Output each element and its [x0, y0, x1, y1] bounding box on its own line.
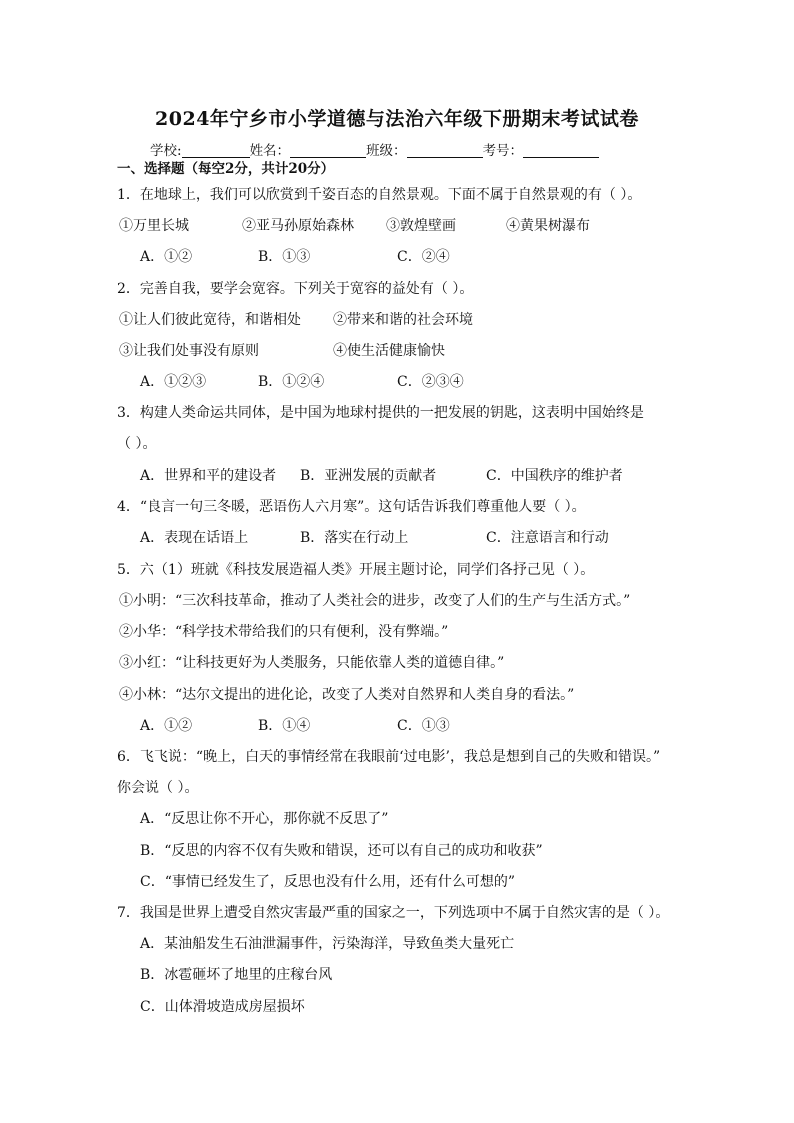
answer-option[interactable]: C．“事情已经发生了，反思也没有什么用，还有什么可想的”	[140, 874, 516, 890]
answer-option[interactable]: C．①③	[397, 718, 450, 734]
question-stem: 1．在地球上，我们可以欣赏到千姿百态的自然景观。下面不属于自然景观的有（ ）。	[117, 187, 642, 203]
statement-item: ①小明：“三次科技革命，推动了人类社会的进步，改变了人们的生产与生活方式。”	[119, 593, 631, 609]
answer-option[interactable]: A．表现在话语上	[140, 530, 249, 546]
school-blank[interactable]	[182, 143, 250, 158]
statement-item: ③小红：“让科技更好为人类服务，只能依靠人类的道德自律。”	[119, 655, 505, 671]
answer-option[interactable]: C．②④	[397, 249, 450, 265]
answer-option[interactable]: B．冰雹砸坏了地里的庄稼台风	[140, 967, 333, 983]
class-blank[interactable]	[407, 143, 483, 158]
class-label: 班级：	[366, 143, 407, 159]
statement-item: ③让我们处事没有原则	[119, 343, 259, 359]
name-label: 姓名：	[249, 143, 291, 159]
statement-item: ①让人们彼此宽待，和谐相处	[119, 312, 301, 328]
statement-item: ②亚马孙原始森林	[242, 218, 354, 234]
question-stem: 3．构建人类命运共同体，是中国为地球村提供的一把发展的钥匙，这表明中国始终是	[117, 405, 644, 421]
name-blank[interactable]	[290, 143, 366, 158]
answer-option[interactable]: A．①②	[140, 249, 193, 265]
statement-item: ④黄果树瀑布	[506, 218, 590, 234]
statement-item: ②带来和谐的社会环境	[333, 312, 473, 328]
statement-item: ④使生活健康愉快	[333, 343, 445, 359]
question-stem: 6．飞飞说：“晚上，白天的事情经常在我眼前‘过电影’，我总是想到自己的失败和错误。”	[117, 749, 661, 765]
answer-option[interactable]: C．山体滑坡造成房屋损坏	[140, 999, 305, 1015]
statement-item: ②小华：“科学技术带给我们的只有便利，没有弊端。”	[119, 624, 449, 640]
section-heading: 一、选择题（每空2分，共计20分）	[117, 161, 335, 177]
answer-option[interactable]: A．世界和平的建设者	[140, 468, 277, 484]
exam-title: 2024年宁乡市小学道德与法治六年级下册期末考试试卷	[155, 108, 639, 130]
answer-option[interactable]: A．①②	[140, 718, 193, 734]
question-stem-continued: （ ）。	[117, 436, 157, 452]
question-stem-continued: 你会说（ ）。	[117, 780, 199, 796]
question-stem: 7．我国是世界上遭受自然灾害最严重的国家之一，下列选项中不属于自然灾害的是（ ）。	[117, 905, 670, 921]
exam-no-blank[interactable]	[523, 143, 599, 158]
statement-item: ①万里长城	[119, 218, 189, 234]
question-stem: 5．六（1）班就《科技发展造福人类》开展主题讨论，同学们各抒己见（ ）。	[117, 562, 595, 578]
answer-option[interactable]: A．某油船发生石油泄漏事件，污染海洋，导致鱼类大量死亡	[140, 936, 515, 952]
answer-option[interactable]: A．①②③	[140, 374, 207, 390]
student-info-line	[150, 139, 599, 159]
school-label: 学校:	[150, 143, 182, 159]
answer-option[interactable]: B．亚洲发展的贡献者	[300, 468, 437, 484]
exam-no-label: 考号：	[482, 143, 524, 159]
question-stem: 4．“良言一句三冬暖，恶语伤人六月寒”。这句话告诉我们尊重他人要（ ）。	[117, 499, 586, 515]
answer-option[interactable]: B．①③	[258, 249, 311, 265]
statement-item: ④小林：“达尔文提出的进化论，改变了人类对自然界和人类自身的看法。”	[119, 687, 575, 703]
statement-item: ③敦煌壁画	[386, 218, 456, 234]
answer-option[interactable]: C．②③④	[397, 374, 464, 390]
answer-option[interactable]: B．落实在行动上	[300, 530, 409, 546]
answer-option[interactable]: C．注意语言和行动	[486, 530, 609, 546]
answer-option[interactable]: B．①④	[258, 718, 311, 734]
answer-option[interactable]: A．“反思让你不开心，那你就不反思了”	[140, 811, 389, 827]
question-stem: 2．完善自我，要学会宽容。下列关于宽容的益处有（ ）。	[117, 281, 474, 297]
answer-option[interactable]: B．①②④	[258, 374, 325, 390]
answer-option[interactable]: C．中国秩序的维护者	[486, 468, 623, 484]
answer-option[interactable]: B．“反思的内容不仅有失败和错误，还可以有自己的成功和收获”	[140, 843, 543, 859]
